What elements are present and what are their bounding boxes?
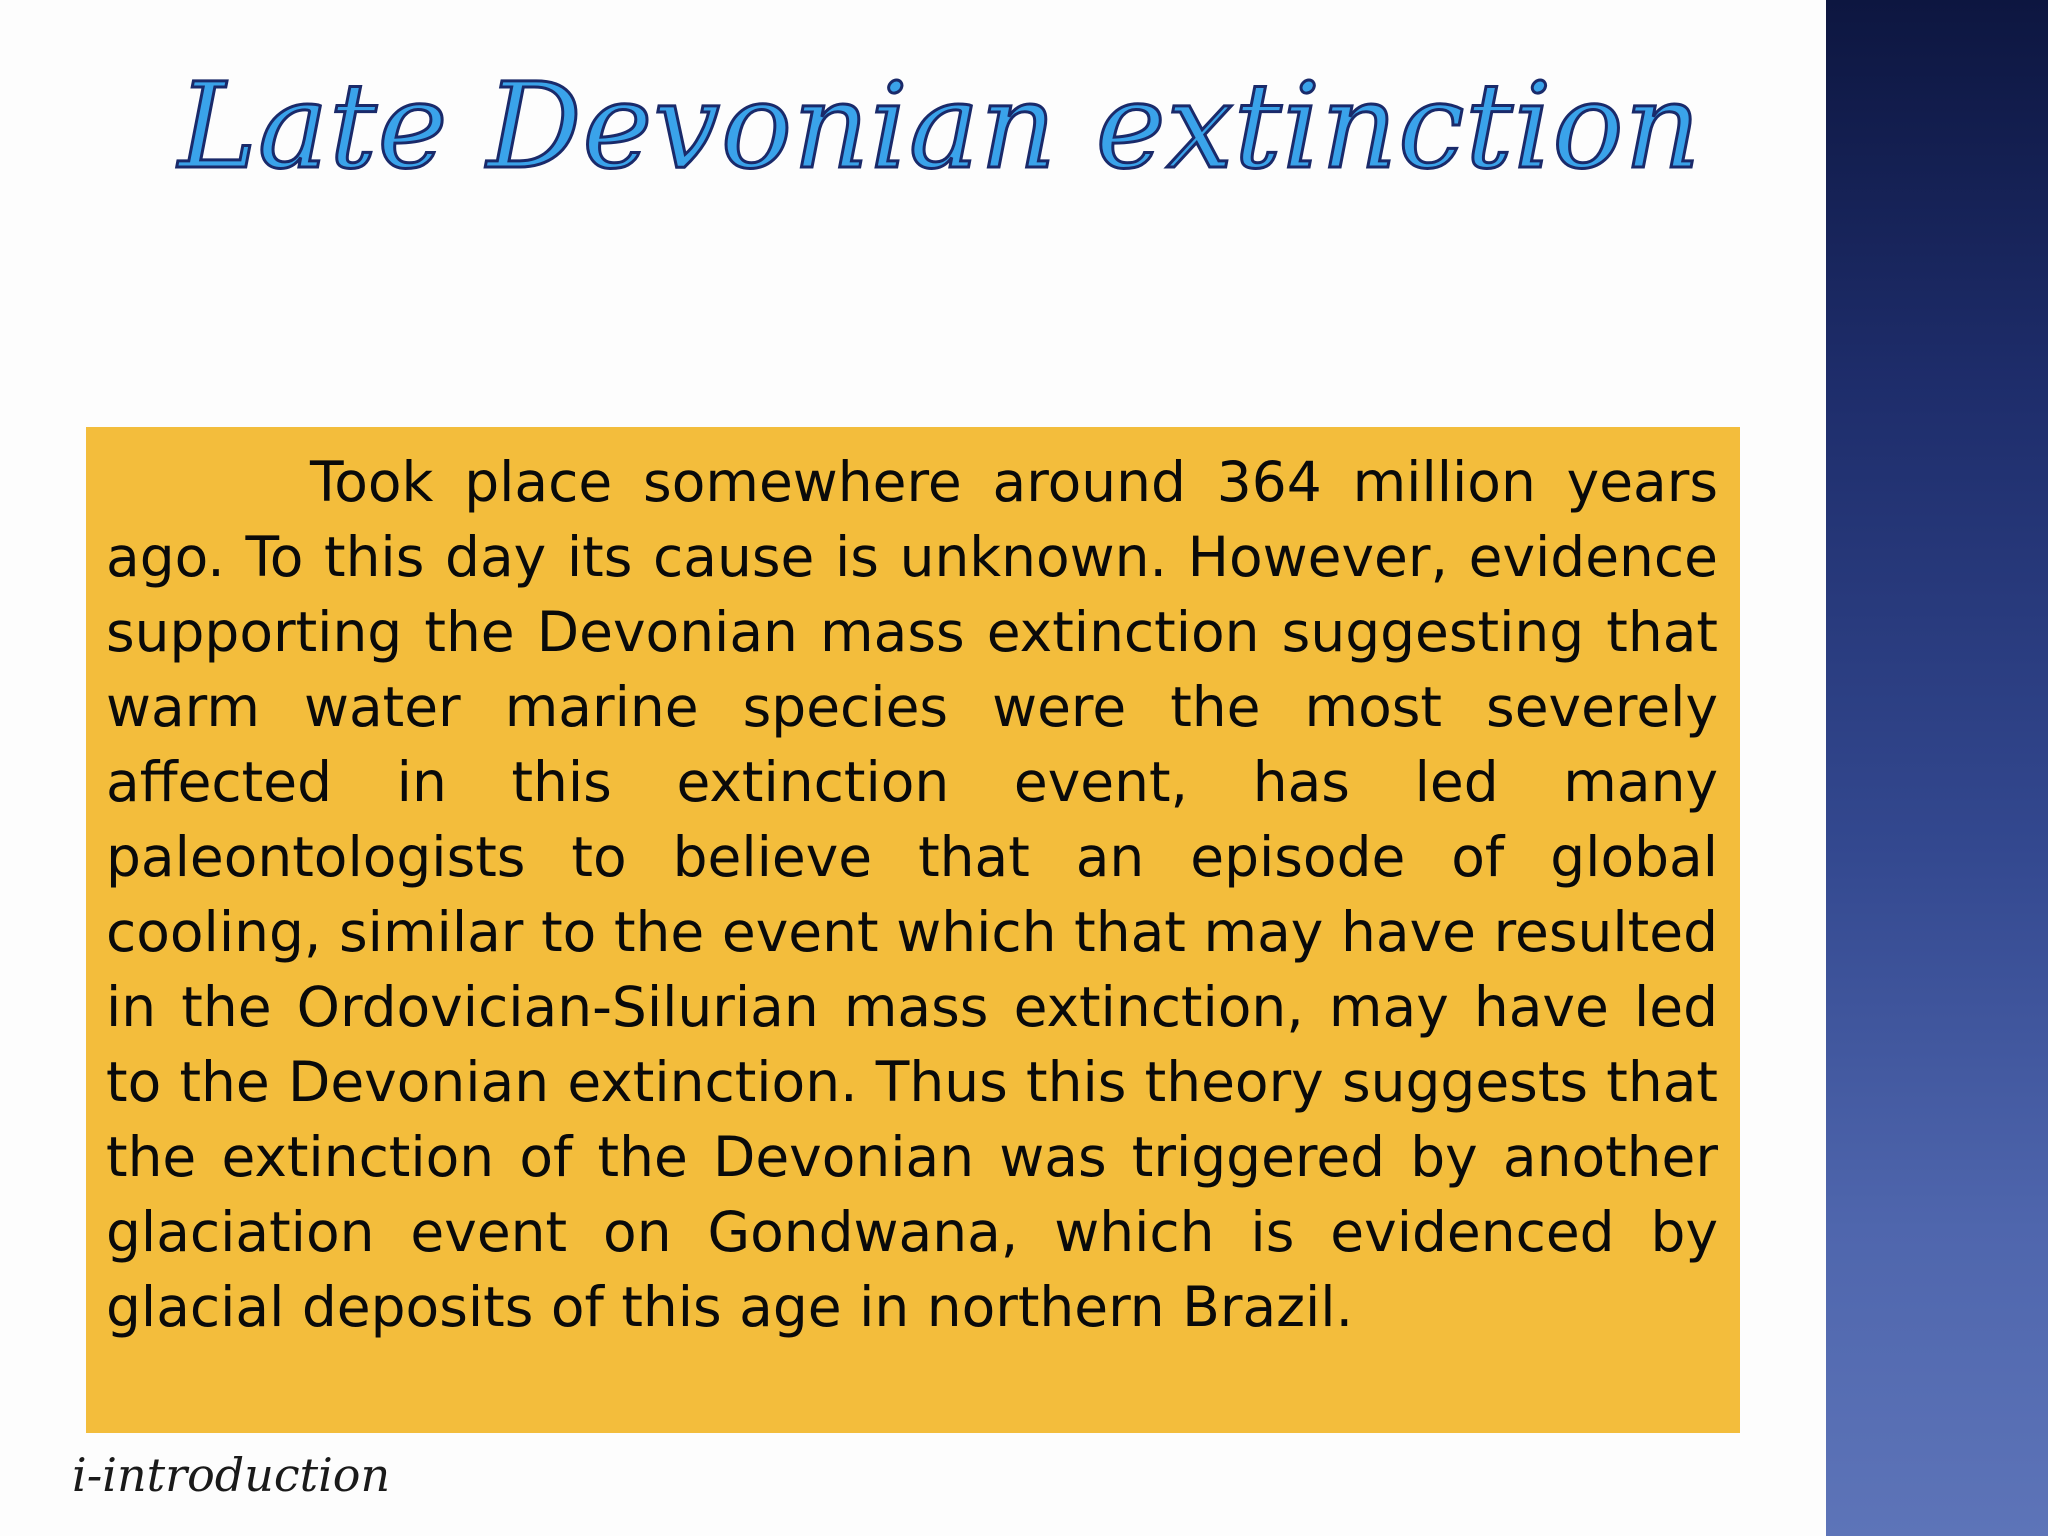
body-text: Took place somewhere around 364 million years ago. To this day its cause is unknown. However, evidence supporting the Devonian mass extinction suggesting that warm water marine species were the most severely affected in this extinction event, has led many paleontologists to believe that an episode of global cooling, similar to the event which that may have resulted in the Ordovician-Silurian mass extinction, may have led to the Devonian extinction. Thus this theory suggests that the extinction of the Devonian was triggered by another glaciation event on Gondwana, which is evidenced by glacial deposits of this age in northern Brazil. — [106, 450, 1718, 1339]
slide-title: Late Devonian extinction — [178, 57, 1702, 195]
decorative-side-band — [1826, 0, 2048, 1536]
footer-label: i-introduction — [72, 1448, 391, 1502]
content-box — [86, 427, 1740, 1433]
